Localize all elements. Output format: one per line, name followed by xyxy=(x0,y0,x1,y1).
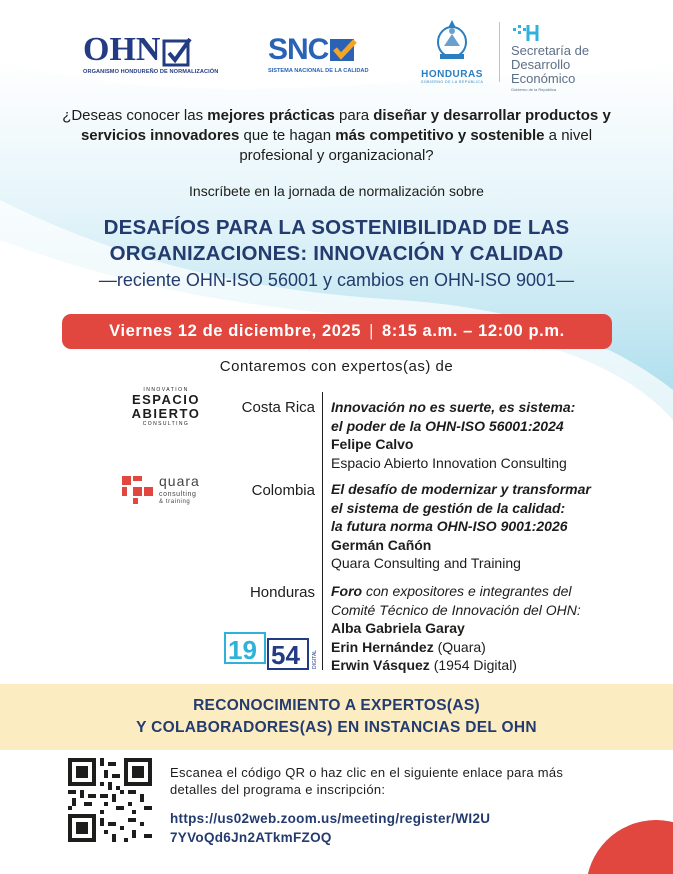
1954-digital-logo xyxy=(224,631,320,671)
forum-text: con expositores e integrantes del xyxy=(362,583,572,599)
talk-title: el sistema de gestión de la calidad: xyxy=(331,499,566,516)
intro-question xyxy=(55,106,618,166)
sde-logo-line3: Económico xyxy=(511,71,576,86)
quara-mark-icon xyxy=(121,475,155,505)
registration-link-line1[interactable]: https://us02web.zoom.us/meeting/register/WI2U xyxy=(170,811,491,826)
country-costa-rica: Costa Rica xyxy=(241,399,315,416)
registration-link-line2[interactable]: 7YVoQd6Jn2ATkmFZOQ xyxy=(170,829,332,845)
honduras-logo-subtitle: GOBIERNO DE LA REPÚBLICA xyxy=(420,80,484,84)
sde-logo-subtitle: Gobierno de la República xyxy=(511,87,557,92)
checkmark-icon xyxy=(162,37,192,67)
espacio-logo-top: INNOVATION xyxy=(143,387,189,393)
sde-logo-line2: Desarrollo xyxy=(511,57,571,72)
1954-logo-n2: 54 xyxy=(271,640,300,670)
speaker-org: Quara Consulting and Training xyxy=(331,555,521,571)
registration-link[interactable] xyxy=(170,810,570,847)
snc-logo xyxy=(268,34,388,74)
forum-line1 xyxy=(331,582,651,601)
intro-bold: más competitivo y sostenible xyxy=(335,127,545,144)
snc-logo-subtitle: SISTEMA NACIONAL DE LA CALIDAD xyxy=(268,68,369,74)
date-separator: | xyxy=(369,322,374,340)
talk-title: el poder de la OHN-ISO 56001:2024 xyxy=(331,417,564,434)
logo-divider xyxy=(499,22,500,82)
speaker-line xyxy=(331,656,651,675)
qr-code[interactable] xyxy=(68,758,152,842)
header-logos xyxy=(0,18,673,90)
speaker-block-costa-rica xyxy=(331,398,651,472)
inscribete-text: Inscríbete en la jornada de normalización sobre xyxy=(189,183,484,199)
speaker-name: Erin Hernández xyxy=(331,638,434,655)
quara-logo-sub2: & training xyxy=(159,499,191,505)
sde-logo xyxy=(511,24,631,92)
1954-logo-side: DIGITAL xyxy=(312,649,318,669)
speaker-org: (1954 Digital) xyxy=(429,657,517,673)
espacio-logo-main2: ABIERTO xyxy=(131,406,201,421)
talk-title: Innovación no es suerte, es sistema: xyxy=(331,399,576,415)
intro-bold: mejores prácticas xyxy=(207,107,335,124)
speaker-name: Erwin Vásquez xyxy=(331,657,430,673)
talk-title: la futura norma OHN-ISO 9001:2026 xyxy=(331,518,568,534)
speaker-name: Alba Gabriela Garay xyxy=(331,620,465,636)
registration-instructions: Escanea el código QR o haz clic en el siguiente enlace para más detalles del programa e inscripción: xyxy=(170,765,564,797)
espacio-logo-bottom: CONSULTING xyxy=(142,421,190,427)
talk-title: El desafío de modernizar y transformar xyxy=(331,481,591,497)
intro-text: para xyxy=(334,107,374,124)
honduras-logo-word: HONDURAS xyxy=(421,69,483,80)
speaker-org: (Quara) xyxy=(433,638,486,655)
speaker-name: Felipe Calvo xyxy=(331,436,414,452)
snc-logo-word: SNC xyxy=(268,33,329,66)
sde-h-icon xyxy=(511,24,631,42)
intro-bold: diseñar y desarrollar productos y servicios innovadores xyxy=(80,107,611,144)
speaker-line xyxy=(331,638,651,657)
ohn-logo-word: OHN xyxy=(83,31,161,68)
honduras-logo xyxy=(415,18,489,84)
event-date-banner xyxy=(62,314,612,349)
quara-logo-sub1: consulting xyxy=(159,491,197,498)
recognition-line1: RECONOCIMIENTO A EXPERTOS(AS) xyxy=(193,697,480,714)
intro-text: a nivel profesional y organizacional? xyxy=(239,127,593,164)
forum-bold: Foro xyxy=(331,583,363,599)
ohn-logo xyxy=(83,33,233,75)
speaker-name: Germán Cañón xyxy=(331,536,432,553)
espacio-abierto-logo xyxy=(113,387,219,427)
sde-logo-line1: Secretaría de xyxy=(511,43,590,58)
experts-heading: Contaremos con expertos(as) de xyxy=(219,358,454,375)
quara-logo-word: quara xyxy=(159,473,200,489)
event-title xyxy=(0,215,673,267)
quara-logo xyxy=(121,473,221,505)
event-subtitle: —reciente OHN-ISO 56001 y cambios en OHN-ISO 9001— xyxy=(98,270,575,290)
speaker-block-honduras xyxy=(331,582,651,675)
coat-of-arms-icon xyxy=(432,18,472,62)
speaker-block-colombia xyxy=(331,480,651,573)
country-colombia: Colombia xyxy=(251,482,315,499)
ohn-logo-subtitle: ORGANISMO HONDUREÑO DE NORMALIZACIÓN xyxy=(83,69,219,75)
intro-text: que te hagan xyxy=(239,127,336,144)
experts-divider xyxy=(322,392,323,670)
espacio-logo-main1: ESPACIO xyxy=(131,392,201,407)
intro-text: ¿Deseas conocer las xyxy=(62,107,208,124)
snc-check-icon xyxy=(328,36,358,64)
1954-logo-n1: 19 xyxy=(228,635,257,665)
forum-line2: Comité Técnico de Innovación del OHN: xyxy=(331,601,581,618)
recognition-line2: Y COLABORADORES(AS) EN INSTANCIAS DEL OHN xyxy=(136,719,537,736)
event-title-line1: DESAFÍOS PARA LA SOSTENIBILIDAD DE LAS xyxy=(103,216,570,239)
recognition-text xyxy=(0,695,673,739)
country-honduras: Honduras xyxy=(249,584,315,601)
event-date: Viernes 12 de diciembre, 2025 xyxy=(109,322,362,340)
speaker-org: Espacio Abierto Innovation Consulting xyxy=(331,454,567,471)
event-time: 8:15 a.m. – 12:00 p.m. xyxy=(381,322,565,340)
event-title-line2: ORGANIZACIONES: INNOVACIÓN Y CALIDAD xyxy=(109,242,564,265)
